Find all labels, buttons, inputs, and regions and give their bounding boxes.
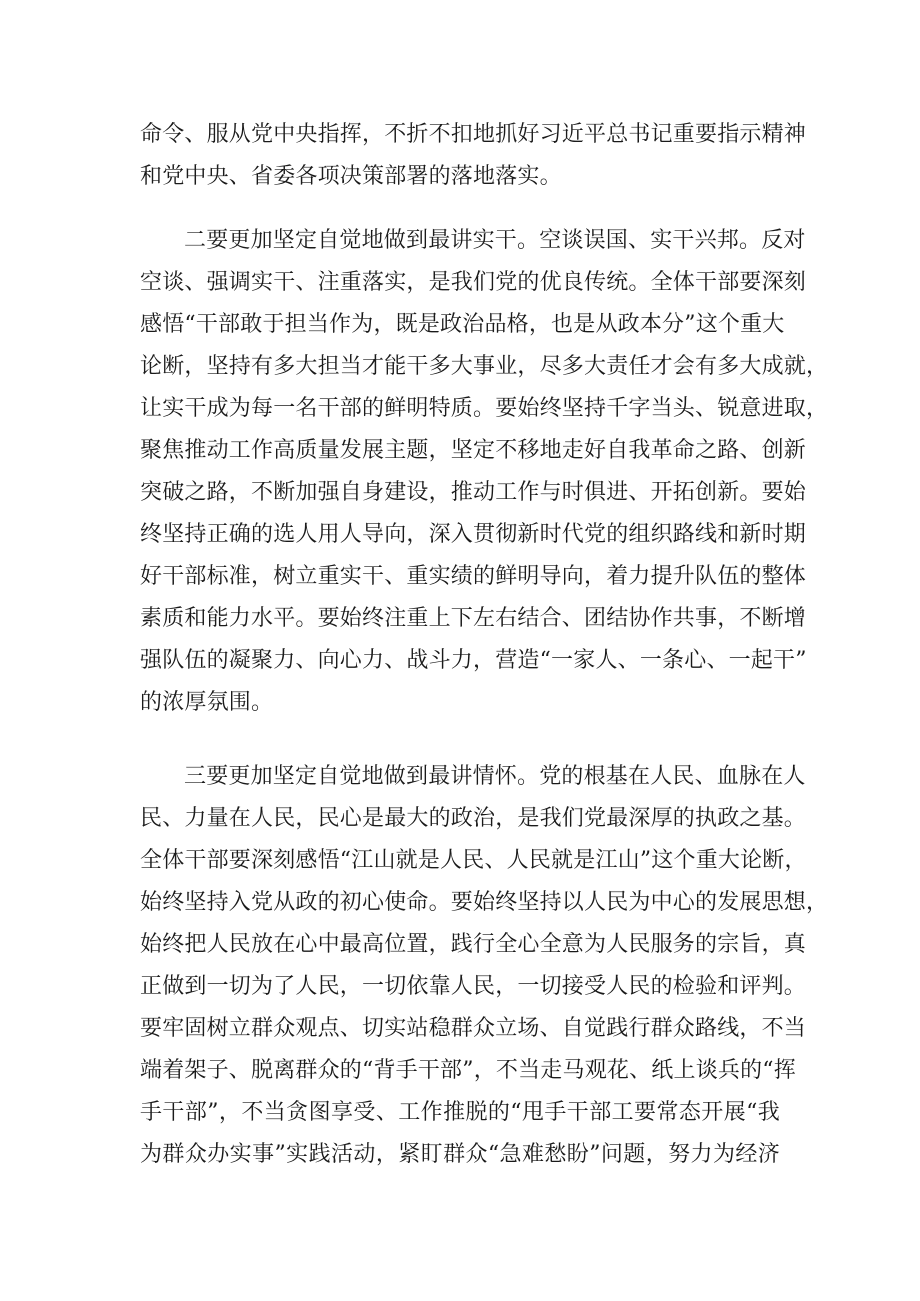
text-line: 好干部标准，树立重实干、重实绩的鲜明导向，着力提升队伍的整体 bbox=[140, 564, 807, 589]
text-line: 和党中央、省委各项决策部署的落地落实。 bbox=[140, 164, 562, 189]
text-line: 命令、服从党中央指挥，不折不扣地抓好习近平总书记重要指示精神 bbox=[140, 122, 807, 147]
text-line: 为群众办实事”实践活动，紧盯群众“急难愁盼”问题，努力为经济 bbox=[140, 1142, 780, 1167]
text-line: 聚焦推动工作高质量发展主题，坚定不移地走好自我革命之路、创新 bbox=[140, 438, 807, 463]
text-line: 始终把人民放在心中最高位置，践行全心全意为人民服务的宗旨，真 bbox=[140, 932, 807, 957]
text-line: 的浓厚氛围。 bbox=[140, 690, 274, 715]
text-line: 突破之路，不断加强自身建设，推动工作与时俱进、开拓创新。要始 bbox=[140, 480, 807, 505]
text-line: 正做到一切为了人民，一切依靠人民，一切接受人民的检验和评判。 bbox=[140, 974, 807, 999]
text-line: 强队伍的凝聚力、向心力、战斗力，营造“一家人、一条心、一起干” bbox=[140, 648, 807, 673]
text-line: 全体干部要深刻感悟“江山就是人民、人民就是江山”这个重大论断， bbox=[140, 848, 807, 873]
text-line: 三要更加坚定自觉地做到最讲情怀。党的根基在人民、血脉在人 bbox=[184, 764, 806, 789]
text-line: 民、力量在人民，民心是最大的政治，是我们党最深厚的执政之基。 bbox=[140, 806, 807, 831]
text-line: 要牢固树立群众观点、切实站稳群众立场、自觉践行群众路线，不当 bbox=[140, 1016, 807, 1041]
text-line: 二要更加坚定自觉地做到最讲实干。空谈误国、实干兴邦。反对 bbox=[184, 228, 806, 253]
text-line: 手干部”，不当贪图享受、工作推脱的“甩手干部工要常态开展“我 bbox=[140, 1100, 780, 1125]
text-line: 论断，坚持有多大担当才能干多大事业，尽多大责任才会有多大成就， bbox=[140, 354, 829, 379]
text-line: 端着架子、脱离群众的“背手干部”，不当走马观花、纸上谈兵的“挥 bbox=[140, 1058, 796, 1083]
text-line: 让实干成为每一名干部的鲜明特质。要始终坚持千字当头、锐意进取， bbox=[140, 396, 829, 421]
text-line: 始终坚持入党从政的初心使命。要始终坚持以人民为中心的发展思想， bbox=[140, 890, 829, 915]
text-line: 终坚持正确的选人用人导向，深入贯彻新时代党的组织路线和新时期 bbox=[140, 522, 807, 547]
paragraph-1 bbox=[140, 114, 807, 198]
text-line: 感悟“干部敢于担当作为，既是政治品格，也是从政本分”这个重大 bbox=[140, 312, 785, 337]
paragraph-2 bbox=[140, 220, 829, 724]
paragraph-3 bbox=[140, 756, 829, 1176]
text-line: 素质和能力水平。要始终注重上下左右结合、团结协作共事，不断增 bbox=[140, 606, 807, 631]
text-line: 空谈、强调实干、注重落实，是我们党的优良传统。全体干部要深刻 bbox=[140, 270, 807, 295]
